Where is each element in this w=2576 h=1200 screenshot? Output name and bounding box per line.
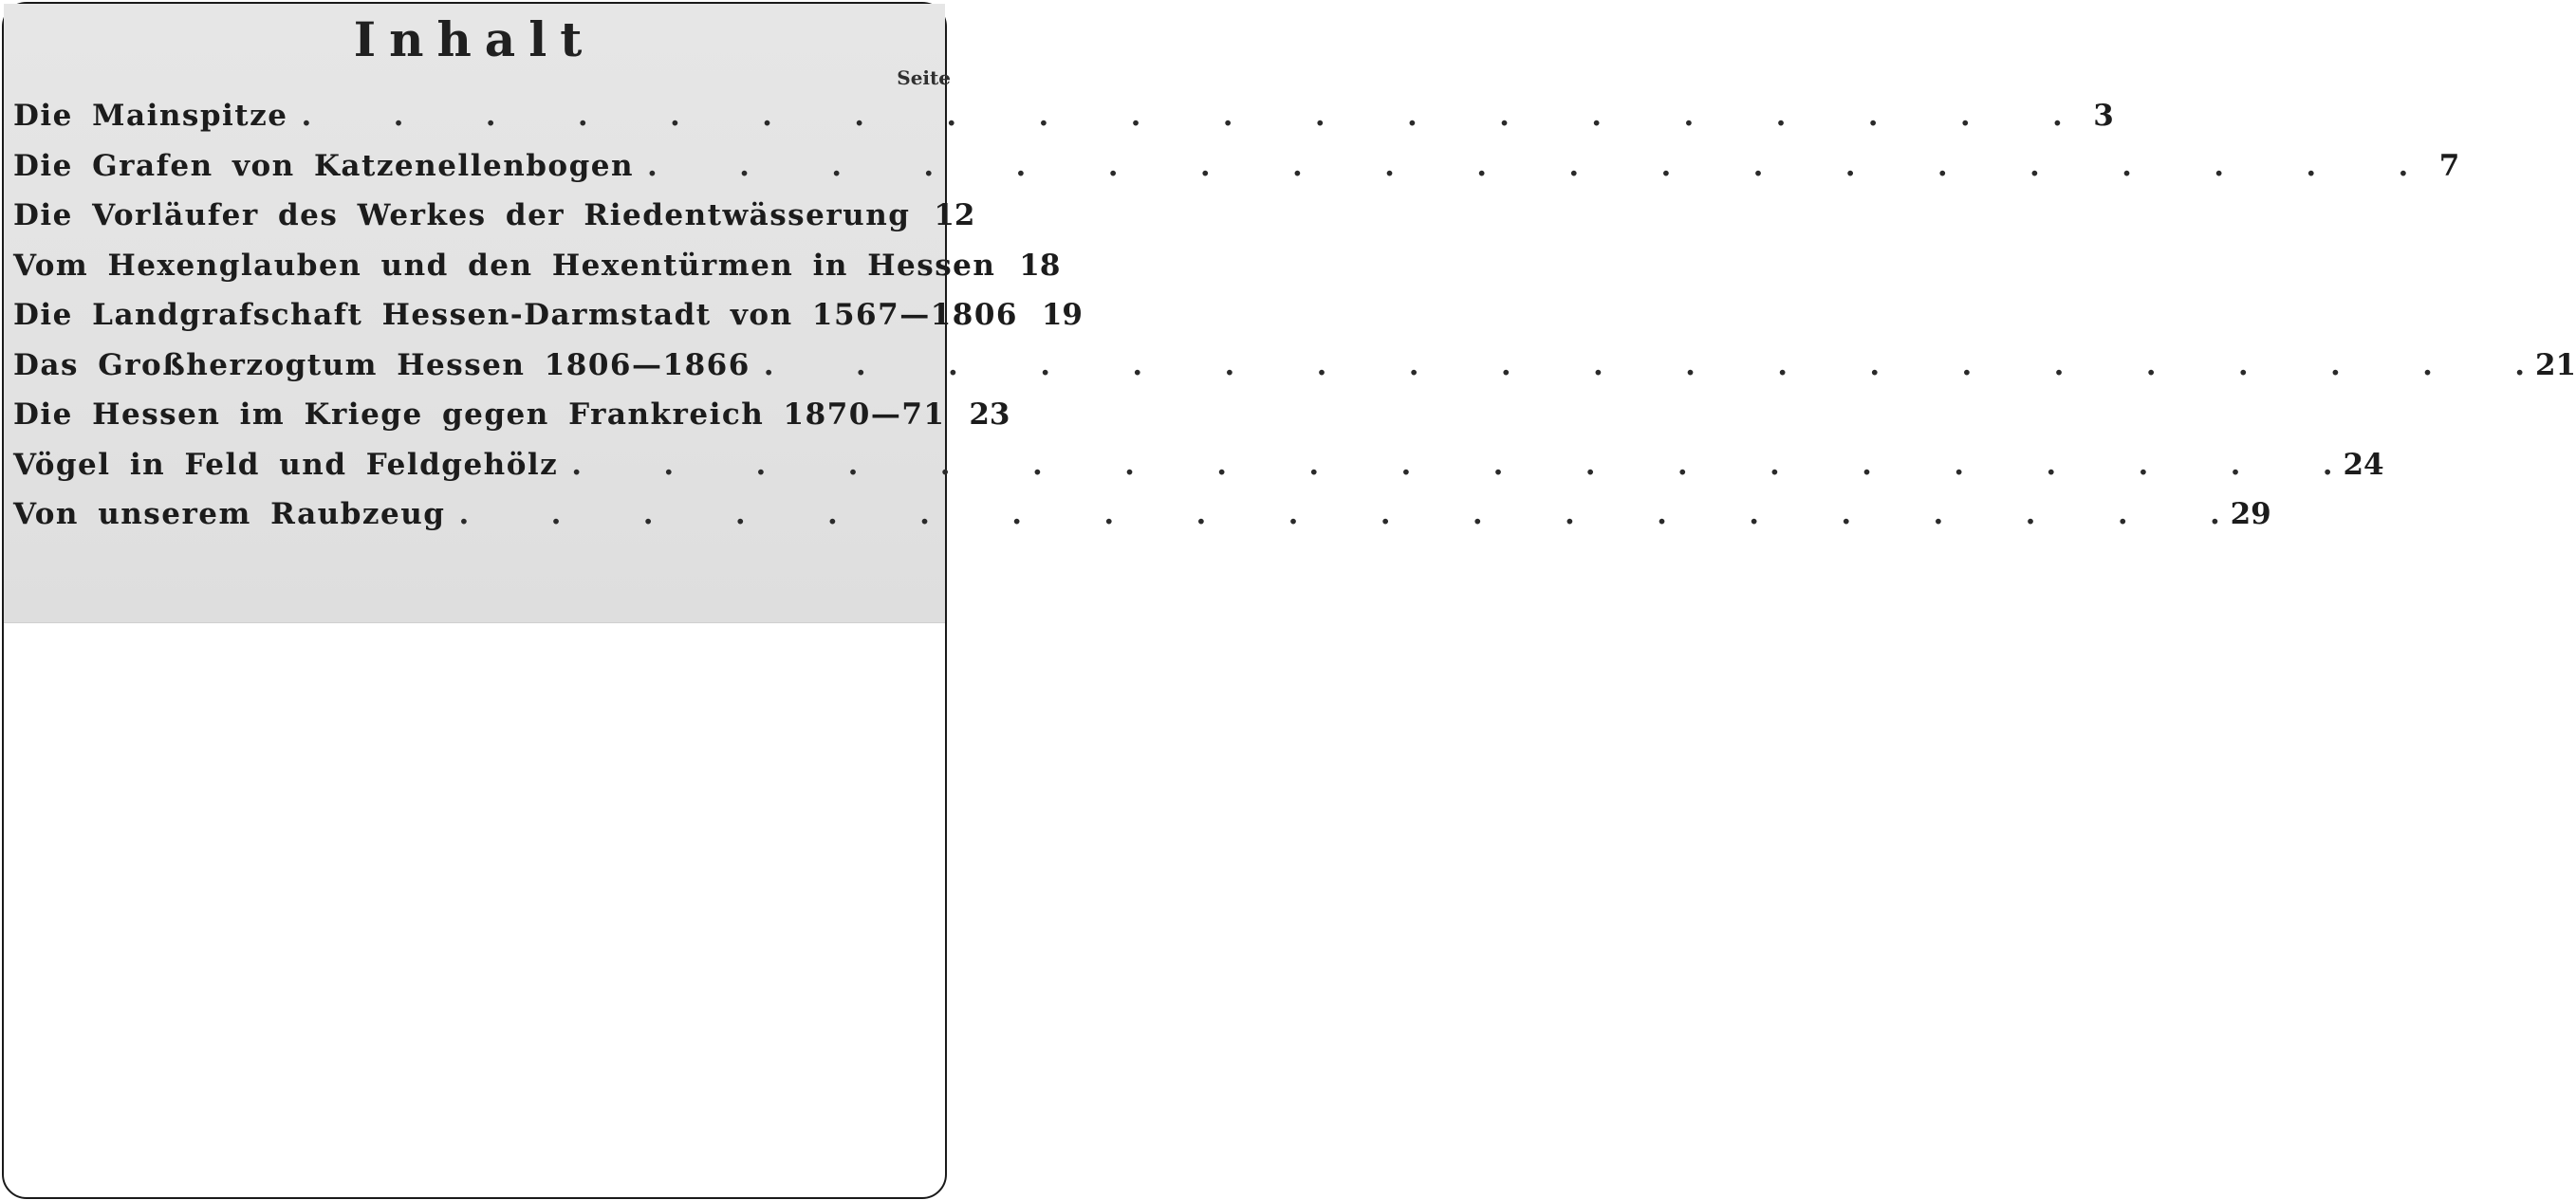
toc-entry (13, 298, 1083, 348)
toc-entry-page: 12 (934, 198, 975, 232)
toc-entry-title: Die Grafen von Katzenellenbogen (13, 148, 635, 183)
toc-entry-title: Vom Hexenglauben und den Hexentürmen in Hessen (13, 248, 996, 283)
dot-leader (764, 348, 2525, 382)
toc-entry-page: 7 (2438, 148, 2460, 183)
toc-entry-title: Die Hessen im Kriege gegen Frankreich 1870—71 (13, 397, 946, 432)
toc-entry-page: 3 (2093, 99, 2114, 133)
toc-entry-title: Die Landgrafschaft Hessen-Darmstadt von 1567—1806 (13, 298, 1018, 332)
toc-entry (13, 347, 2576, 398)
dot-leader (571, 448, 2332, 482)
toc-entry-page: 24 (2343, 447, 2384, 482)
toc-entry-title: Das Großherzogtum Hessen 1806—1866 (13, 347, 751, 382)
toc-entry-page: 19 (1041, 298, 1083, 332)
scanned-page (4, 4, 2576, 623)
toc-entry-page: 29 (2230, 497, 2271, 531)
toc-entry-page: 21 (2534, 347, 2576, 382)
page-frame (2, 2, 2576, 1199)
toc-entry-title: Vögel in Feld und Feldgehölz (13, 447, 559, 482)
dot-leader (647, 149, 2408, 183)
toc-entry-title: Die Vorläufer des Werkes der Riedentwässerung (13, 198, 911, 232)
toc-entry (13, 148, 2460, 199)
toc-entry-title: Von unserem Raubzeug (13, 497, 446, 531)
toc-entry (13, 497, 2271, 547)
toc-entry (13, 397, 1010, 448)
page-column-header: Seite (897, 66, 951, 89)
dot-leader (301, 99, 2062, 133)
toc-entry (13, 248, 1061, 299)
table-of-contents (13, 99, 2576, 547)
toc-entry-page: 23 (969, 397, 1010, 432)
dot-leader (458, 497, 2219, 531)
toc-title: Inhalt (353, 11, 596, 67)
toc-entry-page: 18 (1019, 248, 1061, 283)
toc-entry (13, 99, 2114, 149)
toc-entry (13, 447, 2384, 498)
toc-entry-title: Die Mainspitze (13, 99, 288, 133)
toc-entry (13, 198, 975, 249)
